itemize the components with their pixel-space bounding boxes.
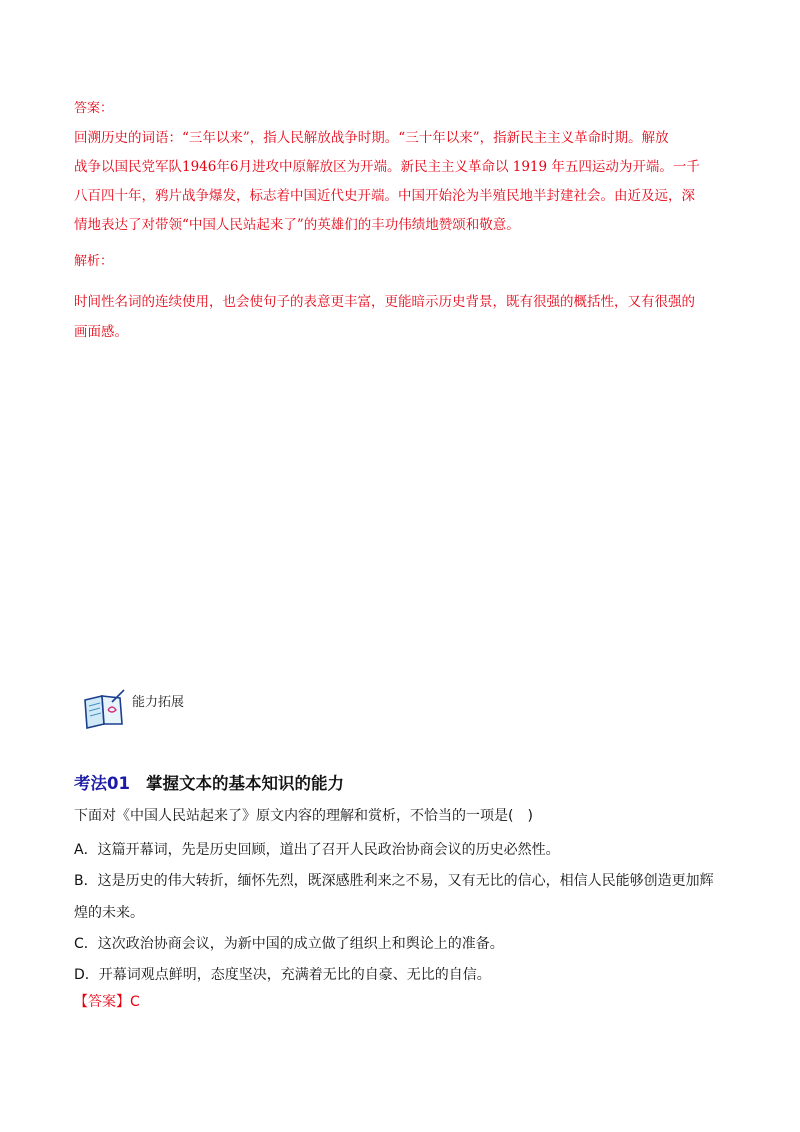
answer-line: 回溯历史的词语：“三年以来”，指人民解放战争时期。“三十年以来”，指新民主主义革命时期。解放	[74, 130, 669, 146]
question-answer	[74, 991, 140, 1011]
option-b: B．这是历史的伟大转折，缅怀先烈，既深感胜利来之不易，又有无比的信心，相信人民能够创造更加辉	[74, 873, 714, 889]
explanation-text	[74, 287, 734, 347]
answer-text	[74, 124, 734, 240]
question-stem: 下面对《中国人民站起来了》原文内容的理解和赏析，不恰当的一项是( )	[74, 808, 533, 824]
explanation-line: 时间性名词的连续使用，也会使句子的表意更丰富，更能暗示历史背景，既有很强的概括性，又有很强的	[74, 294, 695, 310]
ability-extension-label: 能力拓展	[132, 695, 185, 710]
explanation-label: 解析：	[74, 254, 114, 269]
ability-extension-header	[82, 688, 302, 738]
option-b-continued: 煌的未来。	[74, 905, 144, 921]
answer-line: 八百四十年，鸦片战争爆发，标志着中国近代史开端。中国开始沦为半殖民地半封建社会。由近及远，深	[74, 188, 695, 204]
answer-value: C	[130, 994, 140, 1010]
explanation-line: 画面感。	[74, 324, 128, 340]
answer-bracket-label: 【答案】	[74, 994, 130, 1010]
answer-label: 答案：	[74, 101, 114, 116]
book-icon	[82, 688, 126, 730]
answer-line: 战争以国民党军队1946年6月进攻中原解放区为开端。新民主主义革命以 1919 年五四运动为开端。一千	[74, 159, 700, 175]
option-d: D．开幕词观点鲜明，态度坚决，充满着无比的自豪、无比的自信。	[74, 967, 491, 983]
kaofa-tag: 考法01	[74, 774, 130, 793]
kaofa-title: 掌握文本的基本知识的能力	[145, 774, 344, 793]
kaofa-heading	[74, 770, 344, 794]
option-a: A．这篇开幕词，先是历史回顾，道出了召开人民政治协商会议的历史必然性。	[74, 842, 560, 858]
answer-line: 情地表达了对带领“中国人民站起来了”的英雄们的丰功伟绩地赞颂和敬意。	[74, 217, 520, 233]
option-c: C．这次政治协商会议，为新中国的成立做了组织上和舆论上的准备。	[74, 936, 504, 952]
